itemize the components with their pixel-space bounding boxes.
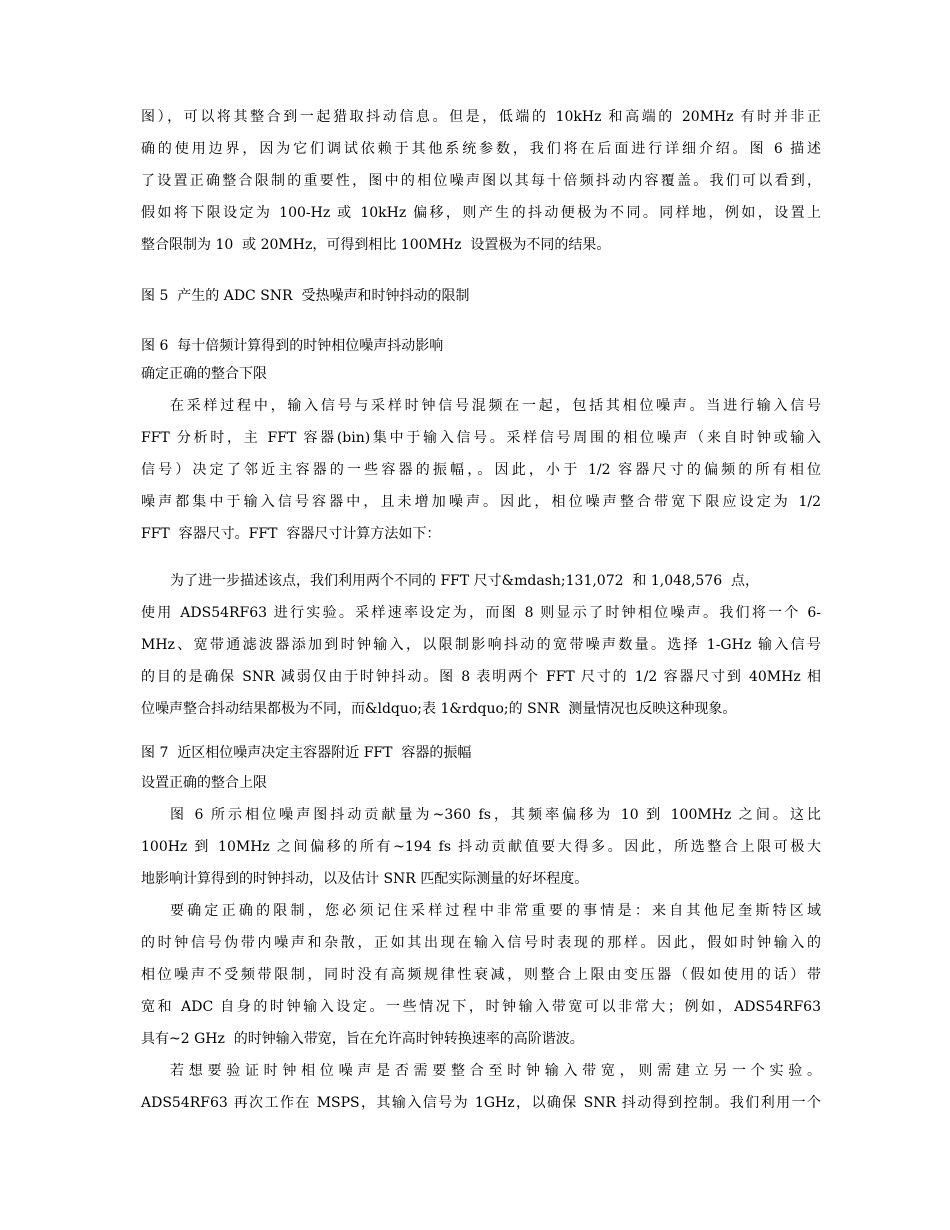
body-line: 位噪声整合抖动结果都极为不同，而&ldquo;表 1&rdquo;的 SNR 测量情况也反映这种现象。 [141,701,737,717]
body-line: 了设置正确整合限制的重要性，图中的相位噪声图以其每十倍频抖动内容覆盖。我们可以看到， [141,173,821,189]
body-line: 在采样过程中，输入信号与采样时钟信号混频在一起，包括其相位噪声。当进行输入信号 [170,398,821,414]
body-line: FFT 容器尺寸。FFT 容器尺寸计算方法如下： [141,526,441,542]
body-line: 若想要验证时钟相位噪声是否需要整合至时钟输入带宽，则需建立另一个实验。 [170,1063,821,1079]
section-heading: 确定正确的整合下限 [141,366,267,382]
body-line: 要确定正确的限制，您必须记住采样过程中非常重要的事情是：来自其他尼奎斯特区域 [170,903,821,919]
body-line: 地影响计算得到的时钟抖动，以及估计 SNR 匹配实际测量的好坏程度。 [141,871,589,887]
body-line: 信号）决定了邻近主容器的一些容器的振幅，。因此，小于 1/2 容器尺寸的偏频的所有相位 [141,462,821,478]
body-line: 100Hz 到 10MHz 之间偏移的所有~194 fs 抖动贡献值要大得多。因此，所选整合上限可极大 [141,839,821,855]
body-line: 图 6 所示相位噪声图抖动贡献量为~360 fs，其频率偏移为 10 到 100MHz 之间。这比 [170,807,821,823]
body-line: FFT 分析时，主 FFT 容器(bin)集中于输入信号。采样信号周围的相位噪声（来自时钟或输入 [141,430,821,446]
body-line: 的时钟信号伪带内噪声和杂散，正如其出现在输入信号时表现的那样。因此，假如时钟输入的 [141,935,821,951]
body-line: 假如将下限设定为 100-Hz 或 10kHz 偏移，则产生的抖动便极为不同。同样地，例如，设置上 [141,205,821,221]
body-line: 噪声都集中于输入信号容器中，且未增加噪声。因此，相位噪声整合带宽下限应设定为 1/2 [141,494,821,510]
body-line: 具有~2 GHz 的时钟输入带宽，旨在允许高时钟转换速率的高阶谐波。 [141,1031,584,1047]
body-line: 的目的是确保 SNR 减弱仅由于时钟抖动。图 8 表明两个 FFT 尺寸的 1/2 容器尺寸到 40MHz 相 [141,669,821,685]
figure-caption: 图 6 每十倍频计算得到的时钟相位噪声抖动影响 [141,338,444,354]
body-line: 图），可以将其整合到一起猎取抖动信息。但是，低端的 10kHz 和高端的 20MHz 有时并非正 [141,109,821,125]
figure-caption: 图 5 产生的 ADC SNR 受热噪声和时钟抖动的限制 [141,288,470,304]
body-line: ADS54RF63 再次工作在 MSPS，其输入信号为 1GHz，以确保 SNR 抖动得到控制。我们利用一个 [141,1095,821,1111]
section-heading: 设置正确的整合上限 [141,775,267,791]
body-line: MHz、宽带通滤波器添加到时钟输入，以限制影响抖动的宽带噪声数量。选择 1-GHz 输入信号 [141,637,821,653]
body-line: 宽和 ADC 自身的时钟输入设定。一些情况下，时钟输入带宽可以非常大；例如，ADS54RF63 [141,999,821,1015]
figure-caption: 图 7 近区相位噪声决定主容器附近 FFT 容器的振幅 [141,745,472,761]
body-line: 为了进一步描述该点，我们利用两个不同的 FFT 尺寸&mdash;131,072 和 1,048,576 点， [170,573,760,589]
body-line: 使用 ADS54RF63 进行实验。采样速率设定为，而图 8 则显示了时钟相位噪声。我们将一个 6- [141,605,821,621]
body-line: 相位噪声不受频带限制，同时没有高频规律性衰减，则整合上限由变压器（假如使用的话）带 [141,967,821,983]
body-line: 确的使用边界，因为它们调试依赖于其他系统参数，我们将在后面进行详细介绍。图 6 描述 [141,141,821,157]
body-line: 整合限制为 10 或 20MHz，可得到相比 100MHz 设置极为不同的结果。 [141,237,611,253]
